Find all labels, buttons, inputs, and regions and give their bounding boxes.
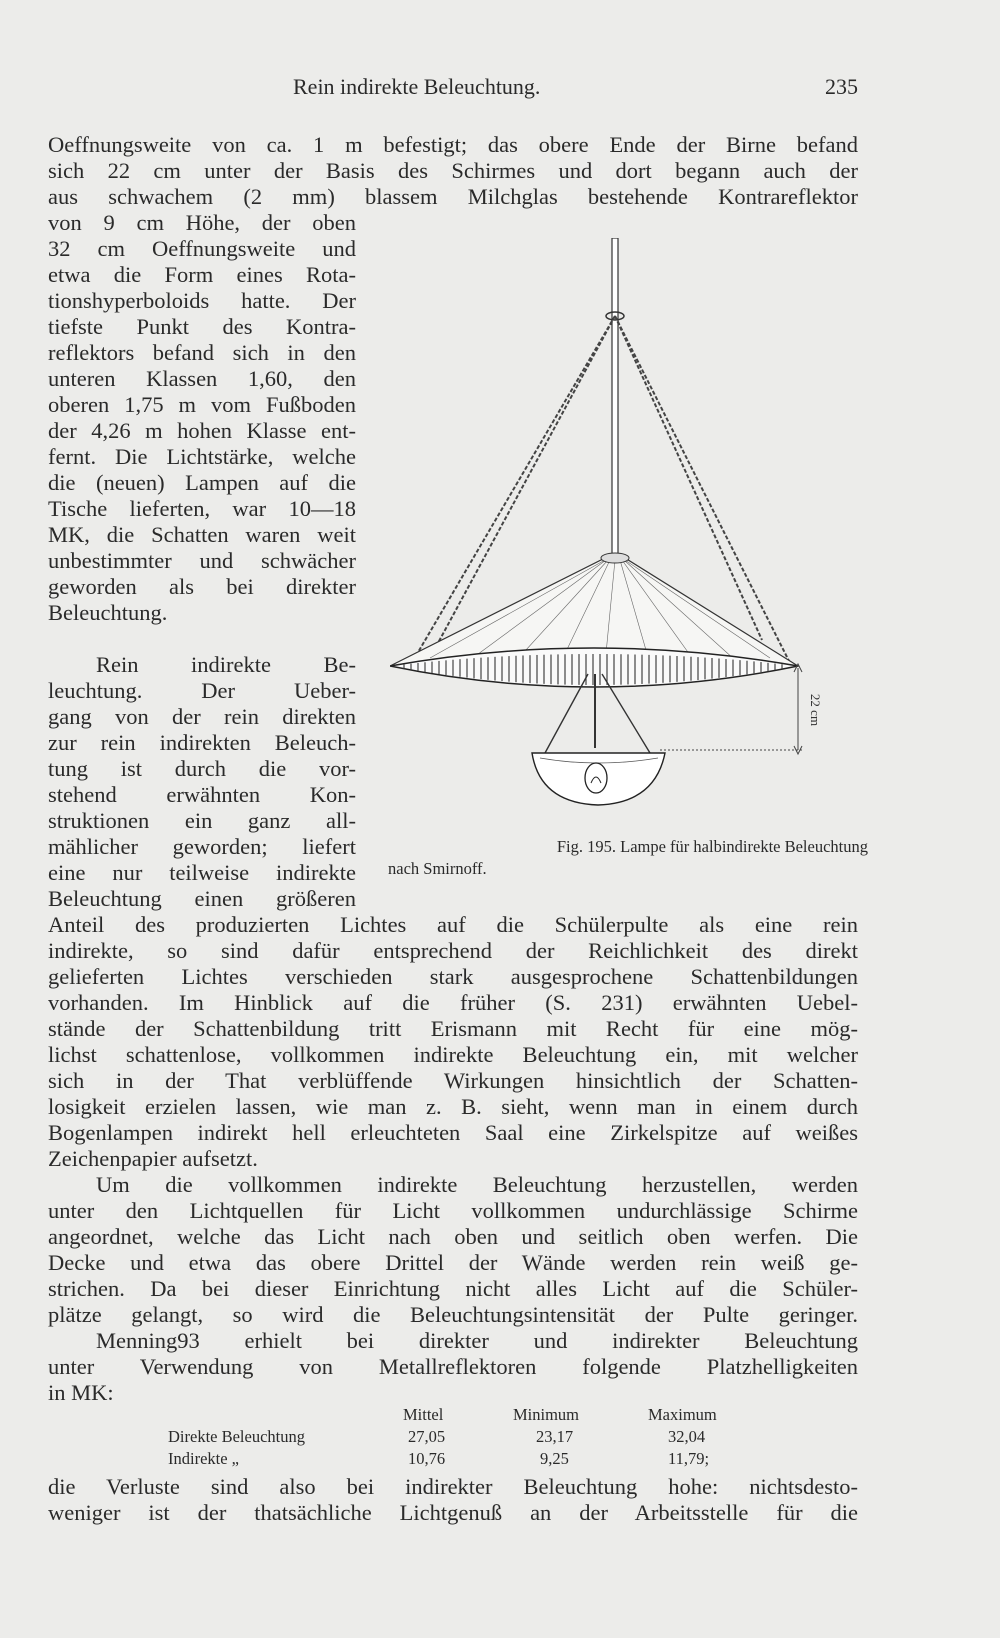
text-line: Beleuchtung einen größeren xyxy=(48,886,356,911)
text-line: Um die vollkommen indirekte Beleuchtung herzustellen, werden xyxy=(96,1172,858,1197)
text-line: die (neuen) Lampen auf die xyxy=(48,470,356,495)
figure-caption xyxy=(388,836,868,880)
text-line: indirekte, so sind dafür entsprechend der Reichlichkeit des direkt xyxy=(48,938,858,963)
table-row-label: Indirekte „ xyxy=(168,1449,240,1468)
text-line: unter den Lichtquellen für Licht vollkommen undurchlässige Schirme xyxy=(48,1198,858,1223)
caption-line: Fig. 195. Lampe für halbindirekte Beleuchtung xyxy=(556,837,868,856)
text-line: etwa die Form eines Rota- xyxy=(48,262,356,287)
text-line: gelieferten Lichtes verschieden stark ausgesprochene Schattenbildungen xyxy=(48,964,858,989)
text-line: tung ist durch die vor- xyxy=(48,756,356,781)
text-line: tiefste Punkt des Kontra- xyxy=(48,314,356,339)
table-header: Mittel xyxy=(403,1405,444,1424)
text-line: leuchtung. Der Ueber- xyxy=(48,678,356,703)
text-line: struktionen ein ganz all- xyxy=(48,808,356,833)
text-line: losigkeit erzielen lassen, wie man z. B. sieht, wenn man in einem durch xyxy=(48,1094,858,1119)
text-line: reflektors befand sich in den xyxy=(48,340,356,365)
text-line: weniger ist der thatsächliche Lichtgenuß an der Arbeitsstelle für die xyxy=(48,1500,858,1525)
table-cell: 11,79; xyxy=(668,1449,710,1468)
text-line: lichst schattenlose, vollkommen indirekte Beleuchtung ein, mit welcher xyxy=(48,1042,858,1067)
text-line: Beleuchtung. xyxy=(48,600,168,625)
text-line: Zeichenpapier aufsetzt. xyxy=(48,1146,258,1171)
table-cell: 27,05 xyxy=(408,1427,446,1446)
text-line: unbestimmter und schwächer xyxy=(48,548,356,573)
table-row-label: Direkte Beleuchtung xyxy=(168,1427,305,1446)
suspension-rod xyxy=(612,238,618,558)
running-head xyxy=(48,74,858,106)
table-header: Maximum xyxy=(648,1405,717,1424)
shade-cap xyxy=(601,553,629,563)
text-line: Oeffnungsweite von ca. 1 m befestigt; das obere Ende der Birne befand xyxy=(48,132,858,157)
text-line: fernt. Die Lichtstärke, welche xyxy=(48,444,356,469)
lamp-illustration xyxy=(390,238,860,818)
table-cell: 10,76 xyxy=(408,1449,446,1468)
text-line: unter Verwendung von Metallreflektoren folgende Platzhelligkeiten xyxy=(48,1354,858,1379)
text-line: von 9 cm Höhe, der oben xyxy=(48,210,356,235)
text-line: plätze gelangt, so wird die Beleuchtungsintensität der Pulte geringer. xyxy=(48,1302,858,1327)
text-line: oberen 1,75 m vom Fußboden xyxy=(48,392,356,417)
text-line: Tische lieferten, war 10—18 xyxy=(48,496,356,521)
text-line: sich 22 cm unter der Basis des Schirmes und dort begann auch der xyxy=(48,158,858,183)
text-line: stehend erwähnten Kon- xyxy=(48,782,356,807)
text-line: 32 cm Oeffnungsweite und xyxy=(48,236,356,261)
text-line: tionshyperboloids hatte. Der xyxy=(48,288,356,313)
text-line: in MK: xyxy=(48,1380,114,1405)
page-number: 235 xyxy=(825,74,858,99)
running-head-title: Rein indirekte Beleuchtung. xyxy=(293,74,541,99)
text-line: der 4,26 m hohen Klasse ent- xyxy=(48,418,356,443)
table-cell: 9,25 xyxy=(540,1449,569,1468)
text-line: geworden als bei direkter xyxy=(48,574,356,599)
text-line: Anteil des produzierten Lichtes auf die Schülerpulte als eine rein xyxy=(48,912,858,937)
text-line: mählicher geworden; liefert xyxy=(48,834,356,859)
text-line: strichen. Da bei dieser Einrichtung nicht alles Licht auf die Schüler- xyxy=(48,1276,858,1301)
text-line: die Verluste sind also bei indirekter Beleuchtung hohe: nichtsdesto- xyxy=(48,1474,858,1499)
text-line: eine nur teilweise indirekte xyxy=(48,860,356,885)
text-line: Decke und etwa das obere Drittel der Wände werden rein weiß ge- xyxy=(48,1250,858,1275)
dimension-label: 22 cm xyxy=(808,693,823,727)
text-line: sich in der That verblüffende Wirkungen hinsichtlich der Schatten- xyxy=(48,1068,858,1093)
table-cell: 32,04 xyxy=(668,1427,706,1446)
table-cell: 23,17 xyxy=(536,1427,574,1446)
text-line: unteren Klassen 1,60, den xyxy=(48,366,356,391)
text-line: zur rein indirekten Beleuch- xyxy=(48,730,356,755)
text-line: vorhanden. Im Hinblick auf die früher (S. 231) erwähnten Uebel- xyxy=(48,990,858,1015)
lamp-figure xyxy=(390,238,860,818)
table-header: Minimum xyxy=(513,1405,580,1424)
text-line: gang von der rein direkten xyxy=(48,704,356,729)
text-line: aus schwachem (2 mm) blassem Milchglas bestehende Kontrareflektor xyxy=(48,184,858,209)
text-line: MK, die Schatten waren weit xyxy=(48,522,356,547)
light-bulb xyxy=(585,763,607,793)
text-line: stände der Schattenbildung tritt Erismann mit Recht für eine mög- xyxy=(48,1016,858,1041)
text-line: Menning93 erhielt bei direkter und indirekter Beleuchtung xyxy=(96,1328,858,1353)
caption-line: nach Smirnoff. xyxy=(388,859,487,878)
section-heading-line: Rein indirekte Be- xyxy=(96,652,356,677)
text-line: Bogenlampen indirekt hell erleuchteten Saal eine Zirkelspitze auf weißes xyxy=(48,1120,858,1145)
text-line: angeordnet, welche das Licht nach oben und seitlich oben werfen. Die xyxy=(48,1224,858,1249)
